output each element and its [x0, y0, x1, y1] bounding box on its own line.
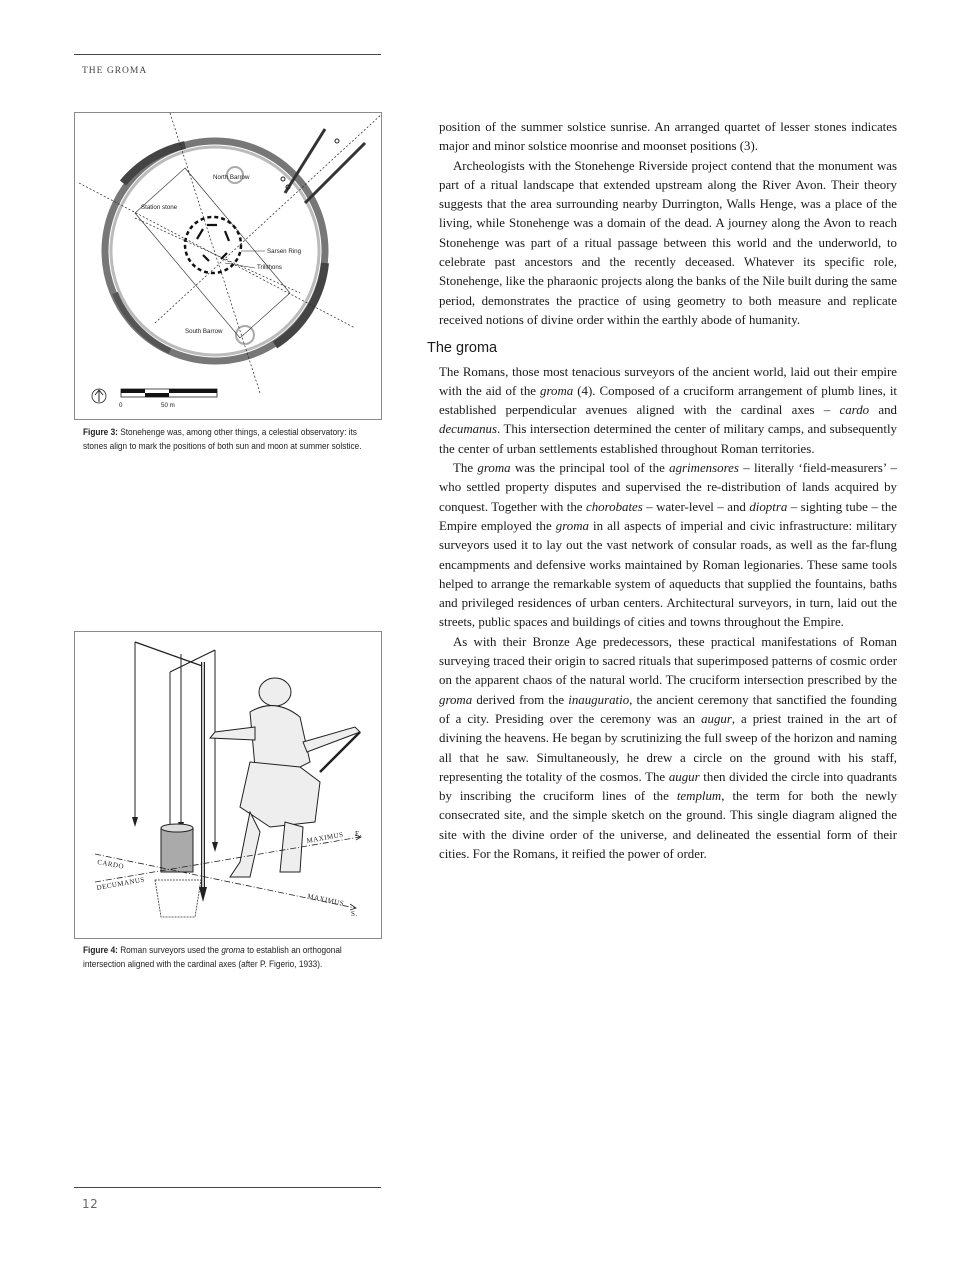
paragraph-2: Archeologists with the Stonehenge Riverside project contend that the monument was part of a ritual landscape that extended upstream along the River Avon. Their theory suggests that the area surrounding nearby Durrington, Walls Henge, was a place of the living, while Stonehenge was a domain of the dead. A journey along the Avon to reach Stonehenge was part of a ritual passage between this world and the underworld, to celebrate past ancestors and the recently deceased. Whatever its specific role, Stonehenge, like the pharaonic projects along the banks of the Nile built during the same period, demonstrates the practice of using geometry to both measure and replicate received notions of divine order within the earthly abode of humanity.	[439, 158, 897, 327]
p4-text: was the principal tool of the	[510, 461, 670, 476]
label-maximus-e: MAXIMUS	[305, 830, 345, 845]
p4-text: in all aspects of imperial and civic infrastructure: military surveyors used it to lay out the vast network of consular roads, as well as the far-flung encampments and defensive works maintained by Roman legionaries. These same tools helped to arrange the remarkable system of aqueducts that supplied the fountains, baths and privileged residences of urban centers. Architectural surveyors, in turn, laid out the streets, public spaces and buildings of cities and towns throughout the Empire.	[439, 518, 897, 630]
p3-text: (4). Composed of a cruciform arrangement of plumb lines, it established perpendicular avenues aligned with the cardinal axes –	[439, 383, 898, 418]
figure-4-caption	[83, 944, 380, 971]
paragraph-1: position of the summer solstice sunrise. An arranged quartet of lesser stones indicates major and minor solstice moonrise and moonset positions (3).	[439, 120, 897, 154]
figure-4-caption-text: Roman surveyors used the	[117, 945, 222, 955]
p5-text: then divided the circle into quadrants by inscribing the cruciform lines of the	[439, 769, 897, 804]
plumb-bob	[212, 842, 218, 852]
roman-surveyor-figure	[210, 678, 363, 877]
section-heading: The groma	[427, 340, 498, 357]
figure-3-caption	[83, 426, 380, 453]
footer-rule	[74, 1187, 381, 1188]
p5-text: , the term for both the newly consecrated site, and the simple sketch on the ground. This single diagram aligned the site with the divine order of the universe, and delineated the essential form of their cities. For the Romans, it reified the power of order.	[439, 789, 897, 861]
p5-em: augur	[701, 711, 732, 726]
p3-text: The Romans, those most tenacious surveyors of the ancient world, laid out their empire with the aid of the	[439, 364, 897, 398]
p5-text: derived from the	[472, 692, 569, 707]
p3-text: . This intersection determined the center of military camps, and subsequently the center of urban settlements established throughout Roman territories.	[439, 422, 897, 456]
axis-decumanus-maximus-e	[95, 837, 360, 882]
p5-em: groma	[439, 692, 473, 707]
figure-4-caption-emphasis: groma	[221, 945, 245, 955]
p4-em: groma	[555, 518, 589, 533]
label-cardo: CARDO	[96, 858, 125, 871]
p3-em: decumanus	[439, 422, 497, 437]
main-text-column	[427, 118, 897, 864]
label-sarsen-ring: Sarsen Ring	[267, 248, 302, 255]
ditch-arc-nw	[123, 145, 185, 183]
p5-em: augur	[668, 769, 700, 784]
paragraph-5	[439, 633, 897, 865]
north-arrow-icon	[92, 389, 106, 403]
p4-text: – sighting tube – the Empire employed the	[439, 499, 897, 533]
p5-em: inauguratio	[568, 692, 630, 707]
south-barrow-mark	[236, 326, 254, 344]
paragraph-3	[439, 363, 897, 459]
stone-marker	[281, 177, 285, 181]
scale-label-fifty: 50 m	[161, 402, 175, 409]
p5-em: templum	[676, 789, 722, 804]
stonehenge-diagram	[75, 113, 381, 419]
groma-diagram	[75, 632, 381, 938]
plumb-bob	[132, 817, 138, 827]
paragraph-4	[439, 459, 897, 633]
groma-arm	[135, 642, 205, 667]
figure-3-caption-text: Stonehenge was, among other things, a celestial observatory: its stones align to mark the positions of both sun and moon at summer solstice.	[83, 427, 362, 451]
label-south-barrow: South Barrow	[185, 328, 223, 335]
figure-4-groma-illustration	[74, 631, 382, 939]
basket	[155, 880, 201, 917]
figure-4-caption-text-end: to establish an orthogonal intersection aligned with the cardinal axes (after P. Figerio, 1933).	[83, 945, 342, 969]
scale-bar	[121, 389, 217, 397]
p4-em: chorobates	[585, 499, 643, 514]
label-trilithons: Trilithons	[257, 264, 282, 271]
trilithons	[197, 225, 229, 261]
label-maximus-s: MAXIMUS	[306, 892, 345, 908]
staff-point	[199, 887, 207, 902]
p4-text: – water-level – and	[642, 499, 750, 514]
label-s: S.	[351, 910, 358, 918]
scale-label-zero: 0	[119, 402, 123, 409]
p4-em: agrimensores	[669, 461, 739, 476]
groma-arm	[170, 650, 215, 672]
plumb-cylinder	[161, 824, 193, 872]
p4-em: groma	[477, 461, 511, 476]
p3-em: cardo	[839, 403, 870, 418]
figure-3-stonehenge-plan	[74, 112, 382, 420]
header-rule	[74, 54, 381, 55]
p5-text: , a priest trained in the art of divining the heavens. He began by scrutinizing the full sweep of the horizon and naming all that he saw. Simultaneously, he drew a circle on the ground with his staff, representing the totality of the cosmos. The	[439, 711, 897, 784]
running-head: THE GROMA	[82, 66, 148, 76]
p4-text: The	[453, 461, 478, 476]
label-e: E.	[355, 830, 363, 838]
heel-stone	[335, 139, 339, 143]
avenue-bank-right	[305, 143, 365, 203]
page-number: 12	[82, 1197, 99, 1211]
label-station-stone: Station stone	[141, 204, 178, 211]
p3-em: groma	[540, 383, 574, 398]
p4-em: dioptra	[749, 499, 788, 514]
label-north-barrow: North Barrow	[213, 174, 250, 181]
figure-4-caption-label: Figure 4:	[83, 945, 118, 955]
p5-text: , the ancient ceremony that sanctified the founding of a city. Presiding over the ceremony was an	[439, 692, 897, 726]
p3-text: and	[869, 403, 897, 418]
p5-text: As with their Bronze Age predecessors, these practical manifestations of Roman surveying traced their origin to sacred rituals that superimposed patterns of cosmic order on the apparent chaos of the natural world. The cruciform intersection prescribed by the	[439, 634, 897, 688]
figure-3-caption-label: Figure 3:	[83, 427, 118, 437]
p4-text: – literally ‘field-measurers’ – who settled property disputes and supervised the re-distribution of lands acquired by conquest. Together with the	[439, 461, 897, 514]
label-decumanus: DECUMANUS	[95, 875, 146, 892]
